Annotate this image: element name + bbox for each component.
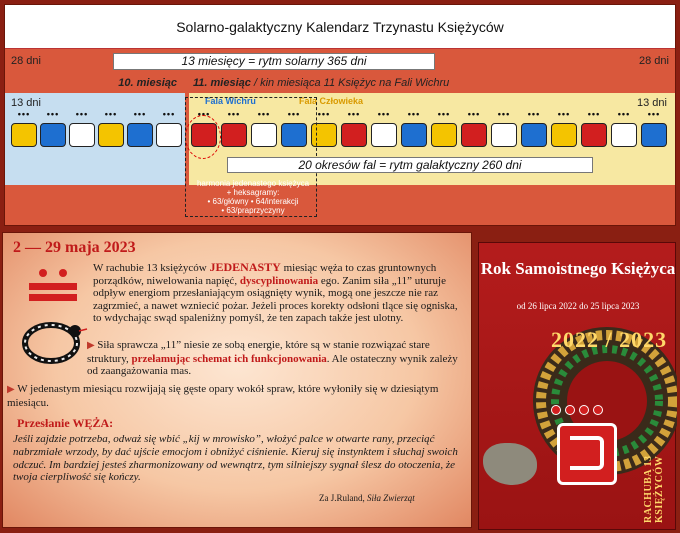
calendar-panel	[4, 4, 676, 226]
tone-dots-icon: •••	[467, 109, 481, 119]
tone-dots-icon: •••	[407, 109, 421, 119]
tzolkin-glyph-icon	[581, 123, 607, 147]
tone-dots-icon: •••	[527, 109, 541, 119]
moons-rhythm-label: 13 miesięcy = rytm solarny 365 dni	[113, 53, 435, 70]
tzolkin-glyph-icon	[98, 123, 124, 147]
days-left-mid: 13 dni	[11, 97, 41, 109]
harmony-line: + heksagramy:	[226, 188, 280, 197]
tone-dots-icon: •••	[287, 109, 301, 119]
book-dot	[593, 405, 603, 415]
tone-dots-icon: •••	[75, 109, 89, 119]
attribution-a: Za J.Ruland,	[319, 493, 367, 503]
calendar-title: Solarno-galaktyczny Kalendarz Trzynastu Księżyców	[5, 5, 675, 49]
symbol-dot	[59, 269, 67, 277]
month-row	[5, 73, 675, 93]
tzolkin-glyph-icon	[611, 123, 637, 147]
tzolkin-glyph-icon	[401, 123, 427, 147]
harmony-text	[189, 179, 317, 215]
bullet-arrow-icon: ▶	[87, 340, 98, 351]
snake-icon	[19, 313, 89, 369]
book-year: 2022 / 2023	[551, 327, 668, 352]
bullet-arrow-icon: ▶	[7, 384, 18, 395]
message-heading	[17, 416, 113, 431]
p2-text: Siła sprawcza „11” niesie ze sobą energie, które są w stanie rozwiązać stare struktury,	[87, 339, 430, 365]
stone-image	[483, 443, 537, 485]
p3-text: W jedenastym miesiącu rozwijają się gęste opary wokół spraw, które wyłoniły się w dziesiątym miesiącu.	[7, 383, 439, 409]
symbol-bar	[29, 294, 77, 301]
symbol-dot	[39, 269, 47, 277]
p1-text: ego. Zanim siła „11” uturuje odpływ energiom przesłaniającym osiągnięty wynik, mogą one jeszcze nie raz zagrzmieć, a nawet wzniecić pożar. Jeżeli proces korekty odsłoni tlące się ogniska, to wdychając swąd spaleniżny pomyśl, że ten zapach także jest ulotny.	[93, 274, 458, 325]
harmony-line: harmonia jedenastego księżyca	[196, 179, 310, 188]
tone-dots-icon: •••	[197, 109, 211, 119]
book-dot	[579, 405, 589, 415]
tone-dots-icon: •••	[104, 109, 118, 119]
glyph-row	[5, 109, 675, 155]
tone-dots-icon: •••	[437, 109, 451, 119]
moon-glyph-icon	[557, 423, 617, 485]
p1-highlight: JEDENASTY	[209, 260, 281, 274]
paragraph-3	[7, 383, 467, 409]
tzolkin-glyph-icon	[341, 123, 367, 147]
wave-wind-label: Fala Wichru	[205, 96, 256, 106]
month-10-label: 10. miesiąc	[118, 77, 177, 89]
serpent-quote: Jeśli zajdzie potrzeba, odważ się wbić „kij w mrowisko”, włożyć palce w otwarte rany, przeciąć nabrzmiałe wrzody, by dać ujście emocjom i obniżyć ciśnienie. Kieruj się instynktem i słuchaj swoich odczuć. Im bardziej jesteś zharmonizowany od wewnątrz, tym silniejszy sygnał ślesz do otoczenia, że twoja cierpliwość się kończy.	[13, 433, 458, 484]
tone-dots-icon: •••	[257, 109, 271, 119]
days-right-mid: 13 dni	[637, 97, 667, 109]
paragraph-1	[93, 261, 465, 325]
days-left-top: 28 dni	[11, 55, 41, 67]
tzolkin-glyph-icon	[551, 123, 577, 147]
tone-dots-icon: •••	[17, 109, 31, 119]
paragraph-2	[87, 339, 467, 378]
month-11-label	[189, 73, 675, 93]
symbol-bar	[29, 283, 77, 290]
tzolkin-glyph-icon	[521, 123, 547, 147]
tone-dots-icon: •••	[46, 109, 60, 119]
tzolkin-glyph-icon	[11, 123, 37, 147]
book-dates: od 26 lipca 2022 do 25 lipca 2023	[516, 301, 640, 311]
tone-dots-icon: •••	[617, 109, 631, 119]
p2-text: . Ale ostateczny wynik zależy od zaangażowania mas.	[87, 352, 458, 378]
tzolkin-glyph-icon	[69, 123, 95, 147]
tzolkin-glyph-icon	[127, 123, 153, 147]
tone-dots-icon: •••	[377, 109, 391, 119]
month-11-bold: 11. miesiąc	[193, 77, 251, 89]
tone-dots-icon: •••	[317, 109, 331, 119]
book-spine-text: RACHUBA 13 KSIĘŻYCÓW	[643, 455, 665, 523]
date-heading: 2 — 29 maja 2023	[13, 239, 136, 256]
p1-text: miesiąc węża to czas gruntownych porządków, niwelowania napięć,	[93, 262, 437, 287]
tzolkin-glyph-icon	[461, 123, 487, 147]
tone-dots-icon: •••	[133, 109, 147, 119]
harmony-line: • 63/praprzyczyny	[221, 206, 285, 215]
tone-dots-icon: •••	[587, 109, 601, 119]
p1-highlight: dyscyplinowania	[239, 274, 319, 287]
tzolkin-glyph-icon	[40, 123, 66, 147]
tzolkin-glyph-icon	[641, 123, 667, 147]
wave-human-label: Fala Człowieka	[299, 96, 364, 106]
days-right-top: 28 dni	[639, 55, 669, 67]
book-title: Rok Samoistnego Księżyca	[480, 259, 676, 278]
tone-dots-icon: •••	[647, 109, 661, 119]
tone-dots-icon: •••	[557, 109, 571, 119]
attribution-b: Siła Zwierząt	[367, 493, 415, 503]
tzolkin-glyph-icon	[371, 123, 397, 147]
tzolkin-glyph-icon	[491, 123, 517, 147]
p2-highlight: przełamując schemat ich funkcjonowania	[131, 352, 327, 365]
waves-rhythm-label: 20 okresów fal = rytm galaktyczny 260 dni	[227, 157, 593, 173]
tone-dots-icon: •••	[227, 109, 241, 119]
book-dot	[551, 405, 561, 415]
serpent-number-symbol	[29, 269, 77, 305]
tzolkin-glyph-icon	[431, 123, 457, 147]
tzolkin-glyph-icon	[156, 123, 182, 147]
book-dots	[549, 405, 609, 415]
harmony-line: • 63/główny • 64/interakcji	[207, 197, 299, 206]
message-heading-a: Przesłanie	[17, 416, 73, 430]
tone-dots-icon: •••	[347, 109, 361, 119]
message-heading-b: WĘŻA:	[72, 416, 114, 430]
book-dot	[565, 405, 575, 415]
tone-dots-icon: •••	[497, 109, 511, 119]
month-11-rest: / kin miesiąca 11 Księżyc na Fali Wichru	[250, 77, 450, 89]
quote-attribution	[319, 493, 415, 503]
book-cover	[478, 242, 676, 530]
tone-dots-icon: •••	[162, 109, 176, 119]
article-panel	[2, 232, 472, 528]
p1-text: W rachubie 13 księżyców	[93, 262, 210, 274]
